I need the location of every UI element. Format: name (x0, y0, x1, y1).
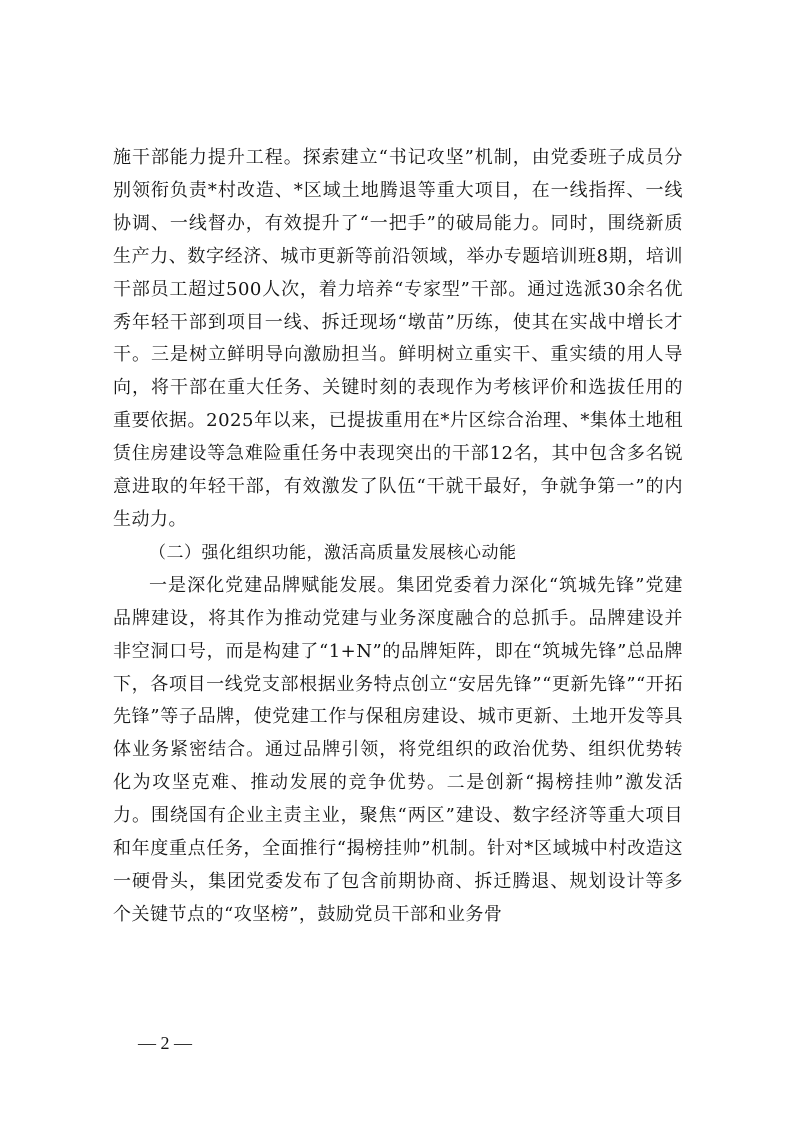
section-heading: （二）强化组织功能，激活高质量发展核心动能 (149, 542, 517, 563)
body-text (113, 142, 683, 932)
page-number: — 2 — (138, 1033, 192, 1053)
paragraph-cadre-capability: 施干部能力提升工程。探索建立“书记攻坚”机制，由党委班子成员分别领衔负责*村改造、*区域土地腾退等重大项目，在一线指挥、一线协调、一线督办，有效提升了“一把手”的破局能力。同时，围绕新质生产力、数字经济、城市更新等前沿领域，举办专题培训班8期，培训干部员工超过500人次，着力培养“专家型”干部。通过选派30余名优秀年轻干部到项目一线、拆迁现场“墩苗”历练，使其在实战中增长才干。三是树立鲜明导向激励担当。鲜明树立重实干、重实绩的用人导向，将干部在重大任务、关键时刻的表现作为考核评价和选拔任用的重要依据。2025年以来，已提拔重用在*片区综合治理、*集体土地租赁住房建设等急难险重任务中表现突出的干部12名，其中包含多名锐意进取的年轻干部，有效激发了队伍“干就干最好，争就争第一”的内生动力。 (113, 147, 683, 530)
paragraph-party-brand: 一是深化党建品牌赋能发展。集团党委着力深化“筑城先锋”党建品牌建设，将其作为推动党建与业务深度融合的总抓手。品牌建设并非空洞口号，而是构建了“1+N”的品牌矩阵，即在“筑城先锋”总品牌下，各项目一线党支部根据业务特点创立“安居先锋”“更新先锋”“开拓先锋”等子品牌，使党建工作与保租房建设、城市更新、土地开发等具体业务紧密结合。通过品牌引领，将党组织的政治优势、组织优势转化为攻坚克难、推动发展的竞争优势。二是创新“揭榜挂帅”激发活力。围绕国有企业主责主业，聚焦“两区”建设、数字经济等重大项目和年度重点任务，全面推行“揭榜挂帅”机制。针对*区域城中村改造这一硬骨头，集团党委发布了包含前期协商、拆迁腾退、规划设计等多个关键节点的“攻坚榜”，鼓励党员干部和业务骨 (113, 574, 683, 925)
